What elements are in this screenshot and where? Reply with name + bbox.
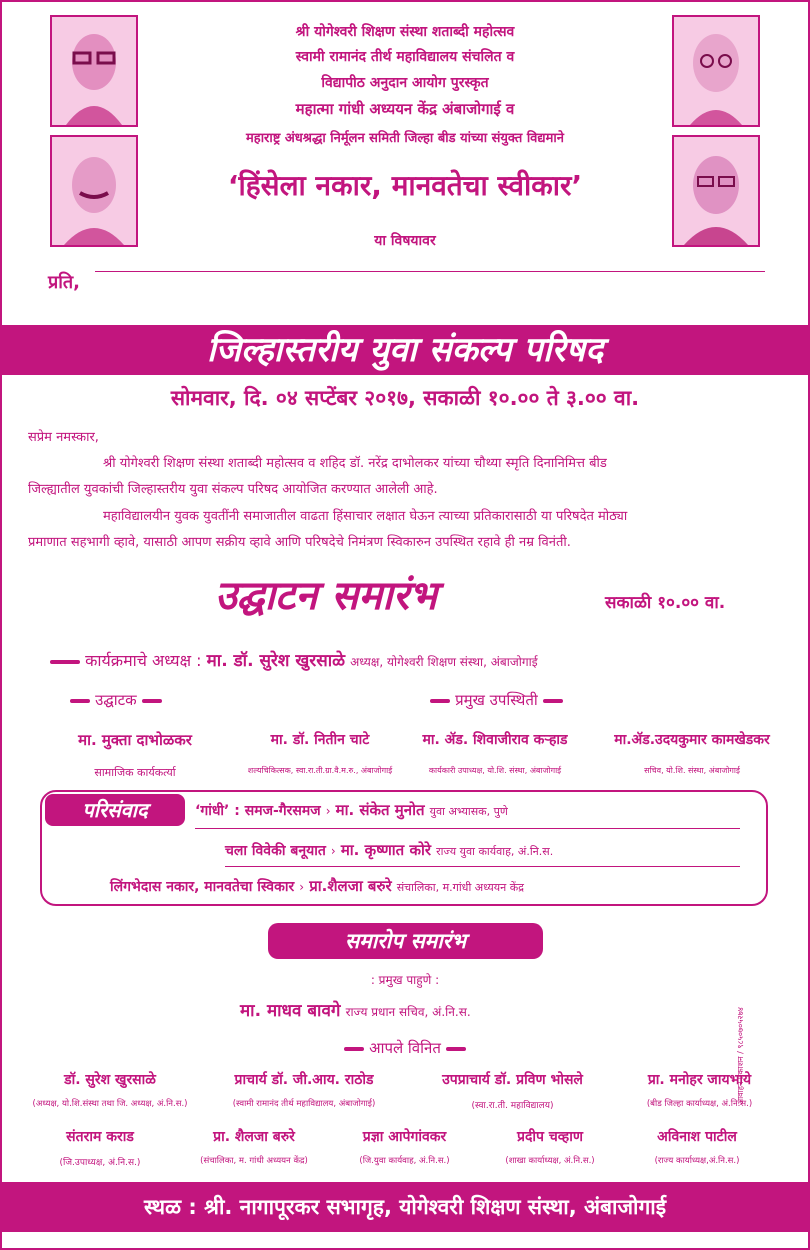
greeting: सप्रेम नमस्कार,: [28, 430, 99, 445]
session-topic: चला विवेकी बनूयात: [225, 843, 326, 859]
invite-para-1b: जिल्ह्यातील युवकांची जिल्हास्तरीय युवा संकल्प परिषद आयोजित करण्यात आलेली आहे.: [28, 482, 438, 497]
session-speaker: मा. कृष्णात कोरे: [340, 841, 431, 859]
guest-role: सचिव, यो.शि. संस्था, अंबाजोगाई: [644, 766, 740, 775]
chevron-right-icon: ›: [299, 880, 305, 894]
chief-guest-label: : प्रमुख पाहुणे :: [370, 973, 440, 987]
session-role: राज्य युवा कार्यवाह, अं.नि.स.: [436, 845, 554, 858]
session-speaker: प्रा.शैलजा बरुरे: [309, 877, 392, 895]
side-note: आवाहन प्रकाशन / ९८५०७०५२७४: [736, 1007, 745, 1105]
signatory-role: (स्वामी रामानंद तीर्थ महाविद्यालय, अंबाजोगाई): [232, 1099, 376, 1109]
inauguration-title: उद्घाटन समारंभ: [215, 573, 438, 619]
signatory-name: प्राचार्य डॉ. जी.आय. राठोड: [234, 1072, 374, 1088]
signatory-name: प्रा. शैलजा बरुरे: [213, 1129, 295, 1145]
dash-mark: [50, 660, 80, 664]
chevron-right-icon: ›: [330, 844, 336, 858]
signatory-role: (जि.उपाध्यक्ष, अं.नि.स.): [59, 1158, 141, 1168]
portrait-bottom-right: [672, 135, 760, 247]
president-label: कार्यक्रमाचे अध्यक्ष :: [85, 651, 202, 670]
portrait-bottom-left: [50, 135, 138, 247]
session-topic: ‘गांधी’ : समज-गैरसमज: [195, 803, 321, 819]
president-row: [50, 648, 538, 671]
signatory-role: (शाखा कार्याध्यक्ष, अं.नि.स.): [505, 1156, 595, 1166]
session-divider: [195, 828, 740, 829]
invite-para-1: श्री योगेश्वरी शिक्षण संस्था शताब्दी महोत्सव व शहिद डॉ. नरेंद्र दाभोलकर यांच्या चौथ्या स्मृति दिनानिमित्त बीड: [103, 456, 607, 471]
header-line-1: श्री योगेश्वरी शिक्षण संस्था शताब्दी महोत्सव: [295, 24, 515, 40]
addressee-line: [95, 271, 765, 272]
session-topic: लिंगभेदास नकार, मानवतेचा स्विकार: [110, 879, 295, 895]
guest-role: शल्यचिकित्सक, स्वा.रा.ती.ग्रा.वै.म.रु., अंबाजोगाई: [247, 766, 393, 775]
signatory-name: उपप्राचार्य डॉ. प्रविण भोसले: [442, 1072, 583, 1088]
signatory-name: संतराम कराड: [66, 1129, 134, 1145]
header-line-3: विद्यापीठ अनुदान आयोग पुरस्कृत: [321, 75, 489, 91]
vinit-heading: [0, 1038, 810, 1058]
dash-mark: [142, 699, 162, 703]
session-speaker: मा. संकेत मुनोत: [335, 801, 425, 819]
dash-mark: [543, 699, 563, 703]
inaugurator-label: उद्घाटक: [95, 691, 137, 709]
dash-mark: [446, 1047, 466, 1051]
dash-mark: [430, 699, 450, 703]
president-name: मा. डॉ. सुरेश खुरसाळे: [206, 651, 346, 671]
portrait-top-right: [672, 15, 760, 127]
signatory-role: (स्वा.रा.ती. महाविद्यालय): [471, 1101, 554, 1111]
subject-label: या विषयावर: [374, 233, 436, 249]
signatory-role: (राज्य कार्याध्यक्ष,अं.नि.स.): [654, 1156, 740, 1166]
prati-label: प्रति,: [48, 272, 81, 293]
chief-heading: [430, 690, 563, 710]
session-row: [225, 840, 553, 860]
inaugurator-heading: [70, 690, 162, 710]
portrait-mustache-man-icon: [52, 137, 136, 245]
theme-title: ‘हिंसेला नकार, मानवतेचा स्वीकार’: [227, 169, 583, 202]
signatory-name: डॉ. सुरेश खुरसाळे: [64, 1072, 156, 1088]
invite-para-2b: प्रमाणात सहभागी व्हावे, यासाठी आपण सक्रीय व्हावे आणि परिषदेचे निमंत्रण स्विकारुन उपस्थित रहावे ही नम्र विनंती.: [28, 535, 571, 550]
chief-guest-role: राज्य प्रधान सचिव, अं.नि.स.: [345, 1005, 471, 1019]
inauguration-time: सकाळी १०.०० वा.: [605, 593, 726, 613]
header-line-4: महात्मा गांधी अध्ययन केंद्र अंबाजोगाई व: [295, 100, 515, 118]
portrait-elder-man-icon: [674, 137, 758, 245]
session-role: युवा अभ्यासक, पुणे: [429, 805, 508, 818]
guest-role: कार्यकारी उपाध्यक्ष, यो.शि. संस्था, अंबाजोगाई: [428, 766, 562, 775]
dash-mark: [70, 699, 90, 703]
guest-role: सामाजिक कार्यकर्त्या: [94, 766, 176, 779]
venue-band: स्थळ : श्री. नागापूरकर सभागृह, योगेश्वरी शिक्षण संस्था, अंबाजोगाई: [0, 1182, 810, 1232]
portrait-gandhi-icon: [674, 17, 758, 125]
title-band: जिल्हास्तरीय युवा संकल्प परिषद: [0, 325, 810, 375]
chief-guest-row: [240, 998, 471, 1021]
portrait-top-left: [50, 15, 138, 127]
chief-presence-label: प्रमुख उपस्थिती: [455, 691, 538, 709]
signatory-name: अविनाश पाटील: [657, 1129, 737, 1145]
portrait-glasses-man-icon: [52, 17, 136, 125]
header-line-5: महाराष्ट्र अंधश्रद्धा निर्मूलन समिती जिल्हा बीड यांच्या संयुक्त विद्यमाने: [246, 131, 564, 146]
session-role: संचालिका, म.गांधी अध्ययन केंद्र: [396, 881, 524, 894]
aaple-vinit: आपले विनित: [369, 1039, 441, 1057]
chief-guest-name: मा. माधव बावगे: [240, 1001, 341, 1021]
signatory-name: प्रा. मनोहर जायभाये: [647, 1072, 752, 1088]
guest-name: मा. डॉ. नितीन चाटे: [270, 732, 370, 748]
guest-name: मा. मुक्ता दाभोळकर: [78, 731, 192, 749]
chevron-right-icon: ›: [325, 804, 331, 818]
signatory-name: प्रदीप चव्हाण: [517, 1129, 583, 1145]
president-role: अध्यक्ष, योगेश्वरी शिक्षण संस्था, अंबाजोगाई: [350, 655, 538, 669]
dash-mark: [344, 1047, 364, 1051]
closing-title: समारोप समारंभ: [268, 923, 543, 959]
guest-name: मा.ॲड.उदयकुमार कामखेडकर: [614, 732, 770, 748]
session-row: [195, 800, 508, 820]
invite-para-2: महाविद्यालयीन युवक युवतींनी समाजातील वाढता हिंसाचार लक्षात घेऊन त्याच्या प्रतिकारासाठी या परिषदेत मोठ्या: [103, 509, 628, 524]
date-line: सोमवार, दि. ०४ सप्टेंबर २०१७, सकाळी १०.०० ते ३.०० वा.: [170, 386, 640, 410]
header-line-2: स्वामी रामानंद तीर्थ महाविद्यालय संचलित व: [295, 49, 515, 65]
session-row: [110, 876, 524, 896]
guest-name: मा. ॲड. शिवाजीराव कऱ्हाड: [422, 732, 568, 748]
parisamvad-label: परिसंवाद: [45, 794, 185, 826]
signatory-role: (जि.युवा कार्यवाह, अं.नि.स.): [359, 1156, 450, 1166]
signatory-role: (बीड जिल्हा कार्याध्यक्ष, अं.नि.स.): [646, 1099, 753, 1109]
signatory-role: (संचालिका, म. गांधी अध्ययन केंद्र): [200, 1156, 308, 1166]
signatory-role: (अध्यक्ष, यो.शि.संस्था तथा जि. अध्यक्ष, अं.नि.स.): [32, 1099, 188, 1109]
signatory-name: प्रज्ञा आपेगांवकर: [362, 1129, 447, 1145]
session-divider: [225, 866, 740, 867]
